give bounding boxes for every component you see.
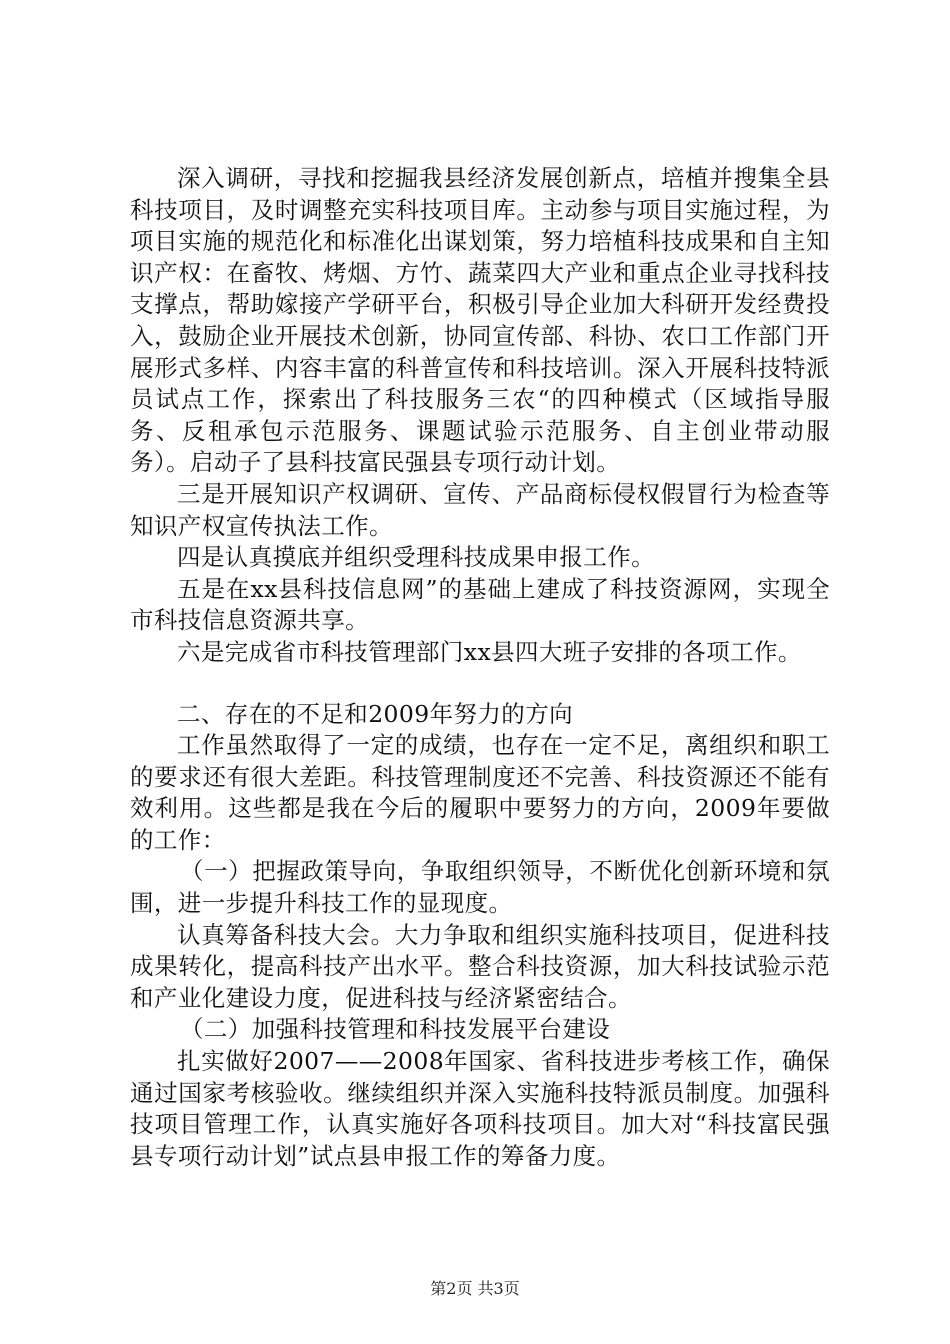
document-body xyxy=(130,163,830,1172)
paragraph-assessment: 扎实做好2007——2008年国家、省科技进步考核工作，确保通过国家考核验收。继续组织并深入实施科技特派员制度。加强科技项目管理工作，认真实施好各项科技项目。加大对“科技富民强县专项行动计划”试点县申报工作的筹备力度。 xyxy=(130,1047,830,1170)
paragraph-item-five: 五是在xx县科技信息网”的基础上建成了科技资源网，实现全市科技信息资源共享。 xyxy=(130,574,830,635)
page-number-footer: 第2页 共3页 xyxy=(430,1279,520,1298)
subheading-two: （二）加强科技管理和科技发展平台建设 xyxy=(180,1015,611,1044)
paragraph-item-six: 六是完成省市科技管理部门xx县四大班子安排的各项工作。 xyxy=(177,637,802,666)
paragraph-item-three: 三是开展知识产权调研、宣传、产品商标侵权假冒行为检查等知识产权宣传执法工作。 xyxy=(130,479,830,540)
paragraph-gap xyxy=(130,669,830,699)
paragraph-shortcomings: 工作虽然取得了一定的成绩，也存在一定不足，离组织和职工的要求还有很大差距。科技管理制度还不完善、科技资源还不能有效利用。这些都是我在今后的履职中要努力的方向，2009年要做的工作： xyxy=(130,731,830,854)
paragraph-conference: 认真筹备科技大会。大力争取和组织实施科技项目，促进科技成果转化，提高科技产出水平。整合科技资源，加大科技试验示范和产业化建设力度，促进科技与经济紧密结合。 xyxy=(130,920,830,1012)
subheading-one: （一）把握政策导向，争取组织领导，不断优化创新环境和氛围，进一步提升科技工作的显现度。 xyxy=(130,857,830,918)
paragraph-item-four: 四是认真摸底并组织受理科技成果申报工作。 xyxy=(177,543,655,572)
paragraph-research: 深入调研，寻找和挖掘我县经济发展创新点，培植并搜集全县科技项目，及时调整充实科技项目库。主动参与项目实施过程，为项目实施的规范化和标准化出谋划策，努力培植科技成果和自主知识产权：在畜牧、烤烟、方竹、蔬菜四大产业和重点企业寻找科技支撑点，帮助嫁接产学研平台，积极引导企业加大科研开发经费投入，鼓励企业开展技术创新，协同宣传部、科协、农口工作部门开展形式多样、内容丰富的科普宣传和科技培训。深入开展科技特派员试点工作，探索出了科技服务三农“的四种模式（区域指导服务、反租承包示范服务、课题试验示范服务、自主创业带动服务）。启动子了县科技富民强县专项行动计划。 xyxy=(130,164,830,477)
section-heading-two: 二、存在的不足和2009年努力的方向 xyxy=(177,699,574,728)
